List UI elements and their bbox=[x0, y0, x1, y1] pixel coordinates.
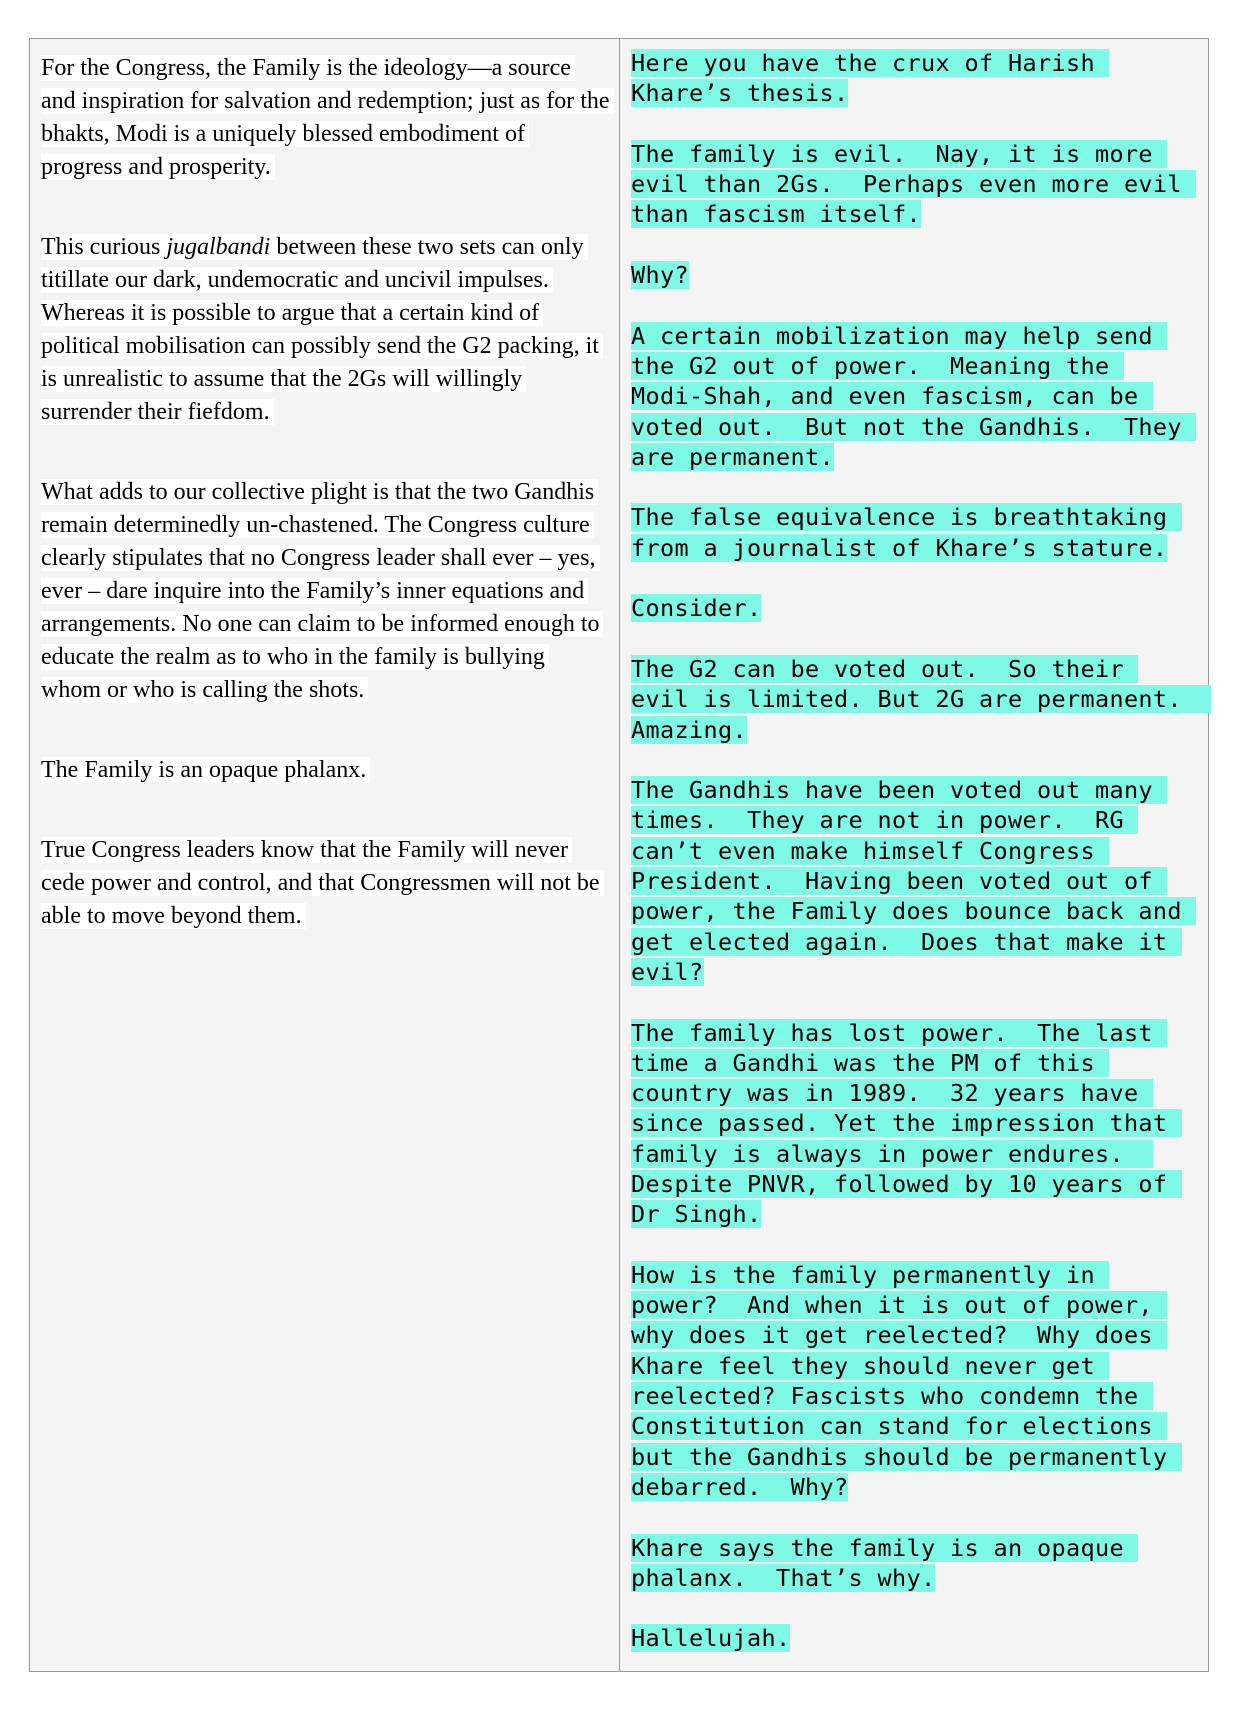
commentary-paragraph-10: How is the family permanently in power? And when it is out of power, why does it get reelected? Why does Khare feel they should never get reelected? Fascists who condemn the Constitution can stand for elections but the Gandhis should be permanently debarred. Why? bbox=[631, 1260, 1182, 1501]
emphasis-jugalbandi: jugalbandi bbox=[166, 234, 271, 260]
quote-paragraph-2-text: This curious jugalbandi between these two sets can only titillate our dark, undemocratic and uncivil impulses. Whereas it is possible to argue that a certain kind of political mobilisation can possibly send the G2 packing, it is unrealistic to assume that the 2Gs will willingly surrender their fiefdom. bbox=[41, 234, 603, 425]
quote-paragraph-1 bbox=[41, 52, 610, 184]
quote-paragraph-1-text: For the Congress, the Family is the ideology—a source and inspiration for salvation and redemption; just as for the bhakts, Modi is a uniquely blessed embodiment of progress and prosperity. bbox=[41, 55, 614, 180]
commentary-paragraph-8: The Gandhis have been voted out many times. They are not in power. RG can’t even make himself Congress President. Having been voted out of power, the Family does bounce back and get elected again. Does that make it evil? bbox=[631, 776, 1197, 986]
commentary-paragraph-5: The false equivalence is breathtaking from a journalist of Khare’s stature. bbox=[631, 503, 1182, 562]
commentary-paragraph-9: The family has lost power. The last time a Gandhi was the PM of this country was in 1989. 32 years have since passed. Yet the impression that family is always in power endures. Despite PNVR, followed by 10 years of Dr Singh. bbox=[631, 1018, 1182, 1229]
quote-paragraph-3 bbox=[41, 476, 610, 707]
commentary-paragraph-11: Khare says the family is an opaque phalanx. That’s why. bbox=[631, 1533, 1139, 1592]
commentary-paragraph-2: The family is evil. Nay, it is more evil than 2Gs. Perhaps even more evil than fascism itself. bbox=[631, 139, 1197, 229]
quote-paragraph-5 bbox=[41, 834, 610, 933]
commentary-paragraph-12: Hallelujah. bbox=[631, 1624, 791, 1653]
commentary-paragraph-4: A certain mobilization may help send the G2 out of power. Meaning the Modi-Shah, and even fascism, can be voted out. But not the Gandhis. They are permanent. bbox=[631, 321, 1197, 471]
article-quote-column bbox=[30, 39, 620, 1671]
quote-paragraph-2 bbox=[41, 231, 610, 429]
quote-paragraph-4 bbox=[41, 754, 610, 787]
commentary-paragraph-3: Why? bbox=[631, 261, 689, 290]
quote-paragraph-3-text: What adds to our collective plight is that the two Gandhis remain determinedly un-chastened. The Congress culture clearly stipulates that no Congress leader shall ever – yes, ever – dare inquire into the Family’s inner equations and arrangements. No one can claim to be informed enough to educate the realm as to who in the family is bullying whom or who is calling the shots. bbox=[41, 479, 603, 703]
commentary-column bbox=[620, 39, 1211, 1671]
quote-paragraph-4-text: The Family is an opaque phalanx. bbox=[41, 757, 370, 783]
commentary-paragraph-7: The G2 can be voted out. So their evil is limited. But 2G are permanent. Amazing. bbox=[631, 654, 1211, 744]
commentary-paragraph-1: Here you have the crux of Harish Khare’s thesis. bbox=[631, 49, 1110, 108]
commentary-paragraph-6: Consider. bbox=[631, 594, 762, 623]
quote-paragraph-5-text: True Congress leaders know that the Family will never cede power and control, and that Congressmen will not be able to move beyond them. bbox=[41, 837, 604, 929]
two-column-document bbox=[29, 38, 1209, 1672]
